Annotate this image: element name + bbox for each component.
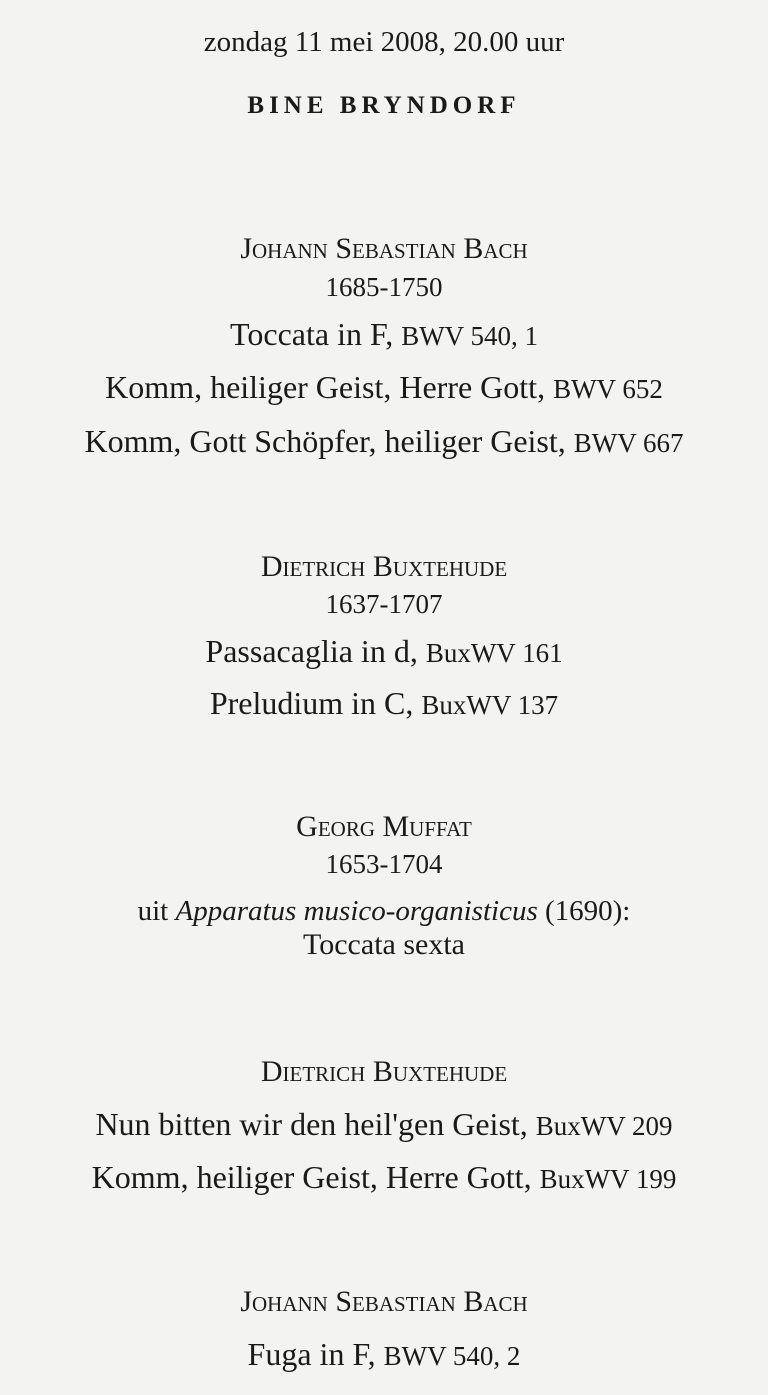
work-title: Nun bitten wir den heil'gen Geist,	[95, 1106, 536, 1142]
work-catalog: BWV 540, 1	[401, 321, 538, 351]
work-title: Passacaglia in d,	[205, 633, 426, 669]
composer-name: Dietrich Buxtehude	[260, 1055, 508, 1088]
work-title: Komm, Gott Schöpfer, heiliger Geist,	[84, 423, 574, 459]
work-catalog: BuxWV 161	[425, 638, 563, 668]
work-catalog: BWV 667	[573, 428, 684, 458]
composer-years: 1685-1750	[325, 272, 443, 302]
work-title: Preludium in C,	[209, 685, 422, 721]
work-catalog: BWV 540, 2	[383, 1341, 521, 1371]
source-prefix: uit	[137, 895, 176, 927]
composer-name: Dietrich Buxtehude	[260, 550, 508, 583]
composer-years: 1653-1704	[325, 849, 443, 879]
work-item	[0, 371, 768, 403]
work-source	[0, 897, 768, 926]
source-suffix: (1690):	[537, 895, 631, 927]
work-item	[0, 1161, 768, 1193]
composer-years: 1637-1707	[325, 589, 443, 619]
work-title: Toccata sexta	[303, 928, 465, 961]
work-catalog: BuxWV 137	[421, 690, 559, 720]
work-item	[0, 1338, 768, 1370]
work-title: Fuga in F,	[247, 1336, 384, 1372]
composer-name: Johann Sebastian Bach	[240, 232, 528, 265]
work-title: Komm, heiliger Geist, Herre Gott,	[91, 1159, 540, 1195]
work-item	[0, 318, 768, 350]
work-catalog: BuxWV 209	[535, 1111, 673, 1141]
work-item	[0, 930, 768, 960]
work-title: Toccata in F,	[230, 316, 402, 352]
work-title: Komm, heiliger Geist, Herre Gott,	[105, 369, 554, 405]
work-item	[0, 1108, 768, 1140]
source-title: Apparatus musico-organisticus	[175, 895, 538, 927]
work-item	[0, 687, 768, 719]
work-item	[0, 425, 768, 457]
composer-name: Johann Sebastian Bach	[240, 1285, 528, 1318]
concert-date: zondag 11 mei 2008, 20.00 uur	[203, 26, 565, 58]
work-catalog: BWV 652	[553, 374, 663, 404]
performer-name: BINE BRYNDORF	[247, 92, 521, 119]
work-item	[0, 635, 768, 667]
composer-name: Georg Muffat	[296, 810, 472, 843]
work-catalog: BuxWV 199	[539, 1164, 677, 1194]
